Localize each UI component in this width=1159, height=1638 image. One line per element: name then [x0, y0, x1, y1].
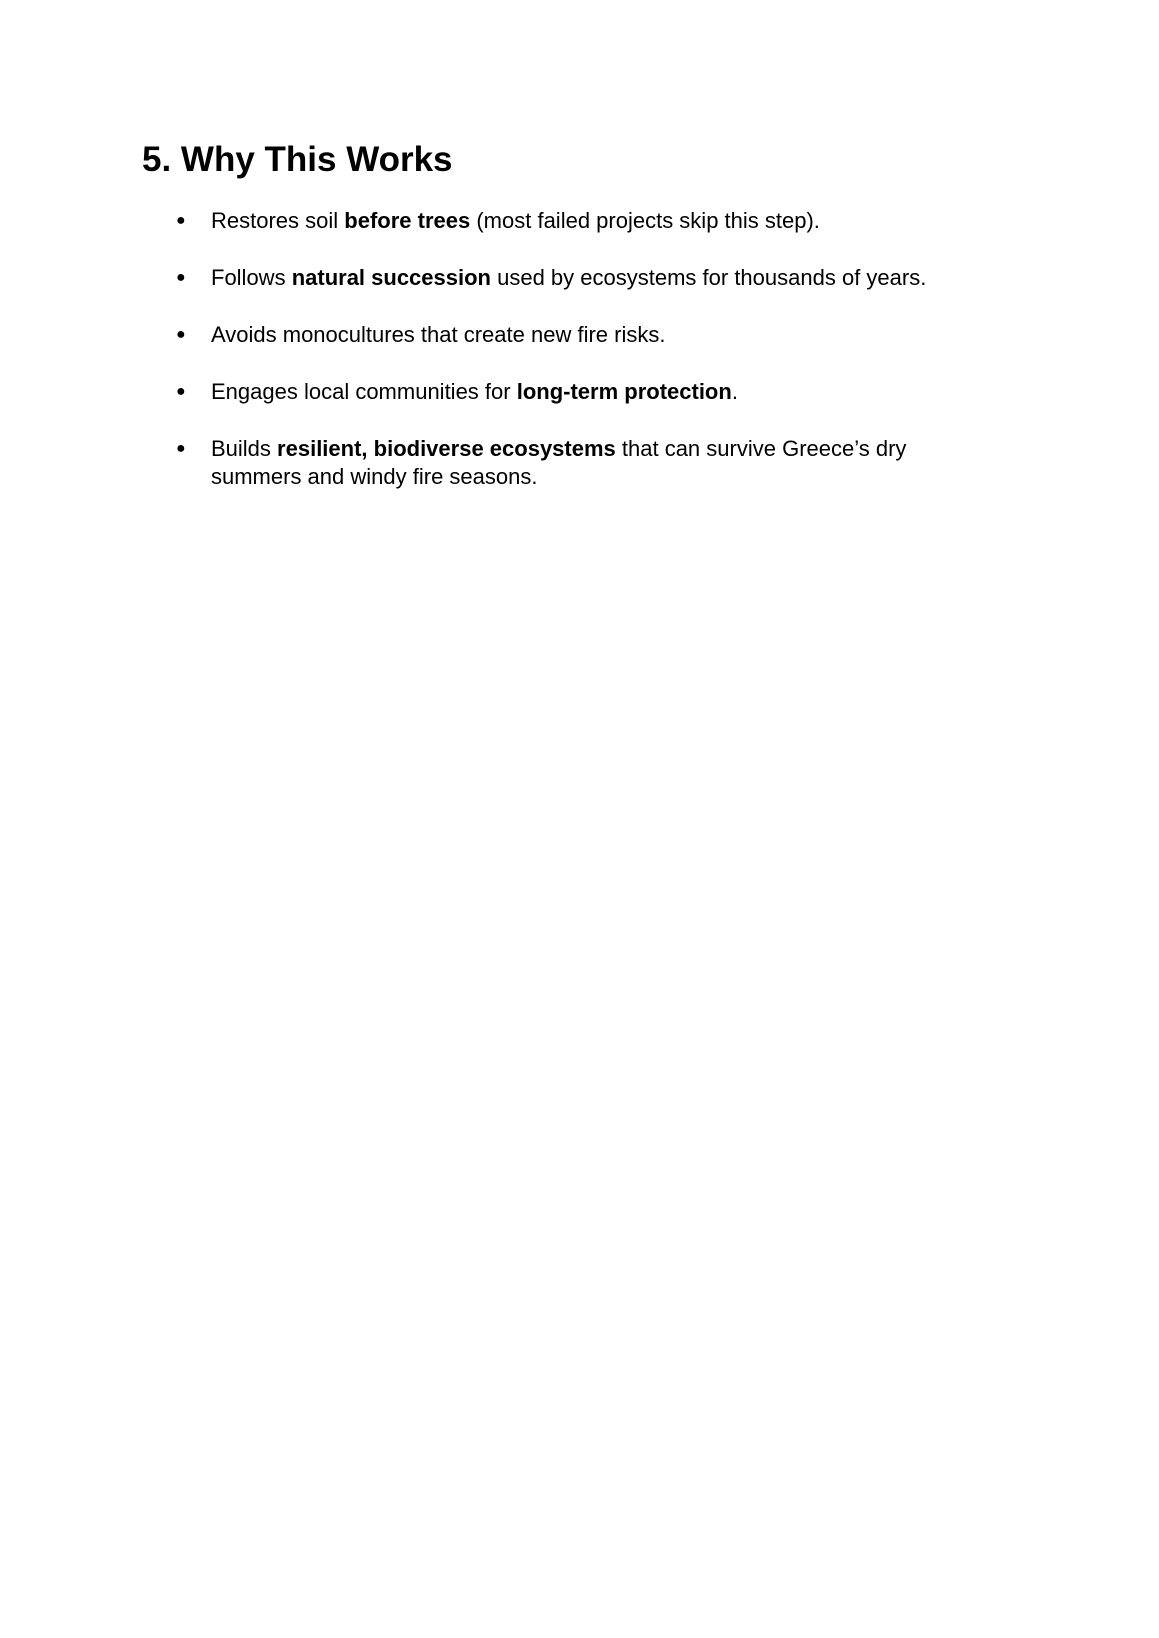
text-run: . — [731, 379, 738, 404]
text-run: Avoids monocultures that create new fire risks. — [211, 322, 666, 347]
list-item-text — [211, 207, 1001, 235]
bold-text-run: resilient, biodiverse ecosystems — [277, 436, 616, 461]
text-run: that can survive Greece’s dry summers and windy fire seasons. — [211, 436, 907, 489]
bullet-icon: ● — [176, 326, 186, 343]
text-run: (most failed projects skip this step). — [470, 208, 820, 233]
list-item-text — [211, 435, 1001, 491]
bullet-icon: ● — [176, 440, 186, 457]
bold-text-run: before trees — [344, 208, 471, 233]
text-run: used by ecosystems for thousands of years. — [491, 265, 927, 290]
text-run: Restores soil — [211, 208, 345, 233]
bold-text-run: natural succession — [291, 265, 491, 290]
bold-text-run: long-term protection — [516, 379, 732, 404]
text-run: Builds — [211, 436, 278, 461]
bullet-icon: ● — [176, 269, 186, 286]
list-item-text — [211, 264, 1001, 292]
bullet-icon: ● — [176, 212, 186, 229]
section-heading: 5. Why This Works — [142, 140, 453, 179]
list-item-text — [211, 321, 1001, 349]
bullet-icon: ● — [176, 383, 186, 400]
text-run: Engages local communities for — [211, 379, 517, 404]
list-item-text — [211, 378, 1001, 406]
text-run: Follows — [211, 265, 292, 290]
